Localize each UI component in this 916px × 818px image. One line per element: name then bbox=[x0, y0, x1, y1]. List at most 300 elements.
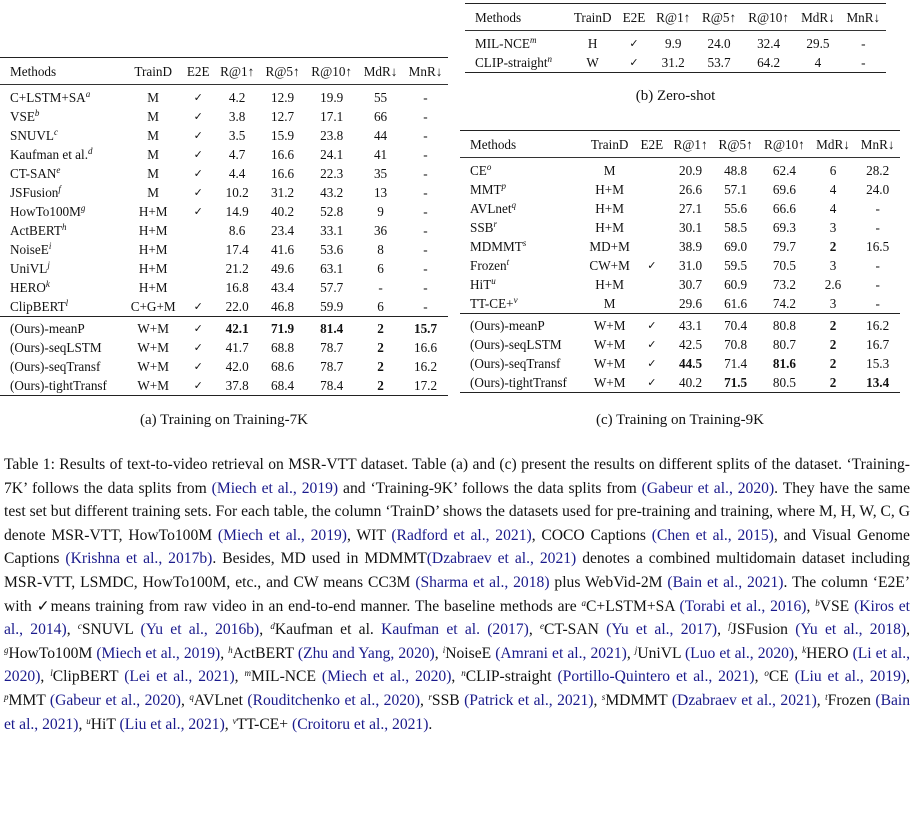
caption-text: Table 1: Results of text-to-video retrieval on MSR-VTT dataset. Table (a) and (c) present the results on different splits of the dataset. ‘Training-7K’ follows the data splits from bbox=[4, 456, 910, 497]
column-header: TrainD bbox=[584, 131, 636, 158]
caption-text: , bbox=[593, 691, 602, 709]
citation-link[interactable]: (Gabeur et al., 2020) bbox=[641, 479, 775, 497]
footnote-marker: d bbox=[88, 146, 93, 156]
r1-cell: 42.0 bbox=[225, 359, 249, 374]
mnr-cell: - bbox=[423, 299, 428, 314]
mnr-cell: - bbox=[875, 258, 880, 273]
mdr-cell: 3 bbox=[829, 296, 837, 311]
table-c-training-9k bbox=[460, 130, 900, 393]
e2e-check-cell: ✓ bbox=[629, 37, 639, 50]
r1-cell: 43.1 bbox=[668, 314, 713, 336]
table-a-training-7k bbox=[0, 57, 448, 396]
method-name: (Ours)-meanP bbox=[470, 318, 545, 333]
table-row bbox=[460, 354, 900, 373]
table-a-header-row bbox=[0, 58, 448, 85]
r1-cell: 9.9 bbox=[664, 36, 682, 51]
citation-link[interactable]: (Luo et al., 2020) bbox=[684, 644, 795, 662]
table-row bbox=[0, 338, 448, 357]
method-name: VSE bbox=[10, 109, 35, 124]
e2e-check-cell bbox=[636, 158, 668, 181]
method-cell bbox=[0, 202, 124, 221]
table-row bbox=[0, 240, 448, 259]
r10-cell: 78.4 bbox=[320, 378, 344, 393]
footnote-marker: n bbox=[547, 54, 553, 64]
mnr-cell: - bbox=[423, 90, 428, 105]
e2e-check-cell: ✓ bbox=[193, 360, 203, 373]
method-cell bbox=[0, 338, 124, 357]
footnote-marker: s bbox=[522, 238, 527, 248]
method-name: (Ours)-seqLSTM bbox=[470, 337, 562, 352]
traind-cell: W+M bbox=[593, 356, 626, 371]
mdr-cell: 41 bbox=[373, 147, 388, 162]
r5-cell: 68.8 bbox=[271, 340, 295, 355]
mnr-cell: - bbox=[875, 296, 880, 311]
mdr-cell: 2 bbox=[811, 314, 856, 336]
footnote-marker: n bbox=[461, 668, 466, 679]
footnote-marker: o bbox=[764, 668, 769, 679]
e2e-check-cell bbox=[182, 278, 214, 297]
e2e-check-cell: ✓ bbox=[636, 314, 668, 336]
r5-cell: 61.6 bbox=[724, 296, 748, 311]
citation-link[interactable]: (Sharma et al., 2018) bbox=[415, 573, 550, 591]
caption-text: Frozen bbox=[827, 691, 876, 709]
method-cell bbox=[460, 199, 584, 218]
citation-link[interactable]: (Dzabraev et al., 2021) bbox=[671, 691, 817, 709]
column-header: R@1↑ bbox=[214, 58, 259, 85]
column-header: MdR↓ bbox=[795, 4, 840, 31]
r10-cell: 63.1 bbox=[320, 261, 344, 276]
citation-link[interactable]: (Torabi et al., 2016) bbox=[679, 597, 807, 615]
mnr-cell: 13.4 bbox=[866, 375, 890, 390]
mdr-cell: 2 bbox=[829, 337, 837, 352]
method-cell bbox=[0, 376, 124, 396]
r10-cell: 22.3 bbox=[320, 166, 344, 181]
r5-cell: 12.7 bbox=[271, 109, 295, 124]
r5-cell: 16.6 bbox=[271, 166, 295, 181]
method-cell bbox=[0, 278, 124, 297]
method-name: HowTo100M bbox=[10, 204, 81, 219]
e2e-check-cell: ✓ bbox=[193, 205, 203, 218]
footnote-marker: a bbox=[581, 597, 587, 608]
method-name: MDMMT bbox=[470, 239, 523, 254]
footnote-marker: o bbox=[486, 162, 492, 172]
caption-text: and ‘Training-9K’ follows the data splits from bbox=[338, 479, 642, 497]
table-row bbox=[460, 294, 900, 314]
citation-link[interactable]: (Chen et al., 2015) bbox=[651, 526, 774, 544]
caption-text: , bbox=[181, 691, 190, 709]
r1-cell: 14.9 bbox=[225, 204, 249, 219]
footnote-marker: b bbox=[34, 108, 40, 118]
citation-link[interactable]: (Rouditchenko et al., 2020) bbox=[247, 691, 421, 709]
caption-text: CLIP-straight bbox=[465, 668, 558, 686]
mdr-cell: 36 bbox=[373, 223, 388, 238]
caption-text: , bbox=[451, 668, 462, 686]
mdr-cell: 4 bbox=[829, 182, 837, 197]
citation-link[interactable]: (Miech et al., 2020) bbox=[321, 668, 452, 686]
traind-cell: H+M bbox=[595, 277, 624, 292]
mnr-cell: - bbox=[423, 185, 428, 200]
footnote-marker: q bbox=[189, 691, 194, 702]
r10-cell: 78.7 bbox=[320, 340, 344, 355]
citation-link[interactable]: Kaufman et al. (2017) bbox=[381, 621, 529, 639]
e2e-check-cell: ✓ bbox=[193, 186, 203, 199]
r10-cell: 43.2 bbox=[320, 185, 344, 200]
r1-cell: 31.0 bbox=[678, 258, 703, 273]
caption-text: , bbox=[434, 644, 443, 662]
traind-cell: W+M bbox=[137, 359, 169, 374]
citation-link[interactable]: (Radford et al., 2021) bbox=[391, 526, 532, 544]
method-cell bbox=[0, 221, 124, 240]
mnr-cell: - bbox=[875, 220, 880, 235]
e2e-check-cell: ✓ bbox=[182, 317, 214, 339]
method-cell bbox=[0, 145, 124, 164]
traind-cell: W+M bbox=[124, 317, 182, 339]
footnote-marker: h bbox=[61, 222, 67, 232]
footnote-marker: k bbox=[45, 279, 50, 289]
footnote-marker: a bbox=[85, 89, 91, 99]
e2e-check-cell: ✓ bbox=[193, 300, 203, 313]
r5-cell: 49.6 bbox=[271, 261, 295, 276]
r10-cell: 17.1 bbox=[320, 109, 344, 124]
citation-link[interactable]: (Bain et al., 2021) bbox=[4, 691, 911, 733]
method-cell bbox=[460, 335, 584, 354]
citation-link[interactable]: (Dzabraev et al., 2021) bbox=[426, 550, 577, 568]
column-header: R@5↑ bbox=[713, 131, 758, 158]
column-header: R@1↑ bbox=[668, 131, 713, 158]
table-row bbox=[0, 259, 448, 278]
table-b-zero-shot bbox=[465, 3, 886, 73]
mnr-cell: 24.0 bbox=[866, 182, 890, 197]
method-name: (Ours)-seqLSTM bbox=[10, 340, 102, 355]
method-name: HERO bbox=[10, 280, 46, 295]
r5-cell: 53.7 bbox=[707, 55, 731, 70]
r10-cell: 64.2 bbox=[757, 55, 781, 70]
caption-text: UniVL bbox=[637, 644, 685, 662]
caption-text: . Besides, MD used in MDMMT bbox=[212, 550, 427, 568]
r5-cell: 12.9 bbox=[271, 90, 295, 105]
mdr-cell: 2 bbox=[829, 239, 837, 254]
table-b-baselines bbox=[465, 31, 886, 73]
r1-cell: 8.6 bbox=[228, 223, 246, 238]
method-cell bbox=[0, 85, 124, 108]
table-row bbox=[0, 357, 448, 376]
footnote-marker: b bbox=[815, 597, 820, 608]
table-row bbox=[0, 278, 448, 297]
r1-cell: 20.9 bbox=[678, 163, 703, 178]
mdr-cell: 55 bbox=[373, 90, 388, 105]
caption-text: , bbox=[906, 621, 911, 639]
caption-text: HowTo100M bbox=[8, 644, 97, 662]
r10-cell: 32.4 bbox=[757, 36, 781, 51]
r10-cell: 69.6 bbox=[772, 182, 796, 197]
mdr-cell: 35 bbox=[373, 166, 388, 181]
footnote-marker: g bbox=[80, 203, 86, 213]
method-name: MIL-NCE bbox=[475, 36, 530, 51]
table-row bbox=[465, 53, 886, 73]
citation-link[interactable]: (Li et al., 2020) bbox=[4, 644, 911, 686]
method-name: MMT bbox=[470, 182, 502, 197]
caption-text: ActBERT bbox=[232, 644, 298, 662]
r1-cell: 38.9 bbox=[678, 239, 703, 254]
caption-text: , bbox=[259, 621, 271, 639]
mdr-cell: 6 bbox=[377, 261, 384, 276]
mdr-cell: 3 bbox=[829, 220, 837, 235]
r1-cell: 4.7 bbox=[228, 147, 246, 162]
e2e-check-cell bbox=[636, 275, 668, 294]
method-cell bbox=[0, 183, 124, 202]
traind-cell: M bbox=[147, 147, 160, 162]
caption-text: CT-SAN bbox=[543, 621, 607, 639]
method-name: (Ours)-tightTransf bbox=[10, 378, 107, 393]
traind-cell: H bbox=[587, 36, 598, 51]
table-row bbox=[0, 126, 448, 145]
traind-cell: W+M bbox=[593, 337, 626, 352]
mdr-cell: 2 bbox=[829, 356, 837, 371]
method-name: ActBERT bbox=[10, 223, 62, 238]
mdr-cell: 9 bbox=[377, 204, 384, 219]
table-b-caption: (b) Zero-shot bbox=[635, 88, 716, 104]
method-name: CT-SAN bbox=[10, 166, 57, 181]
e2e-check-cell bbox=[636, 294, 668, 314]
traind-cell: W+M bbox=[593, 375, 626, 390]
caption-text: MMT bbox=[8, 691, 50, 709]
r10-cell: 52.8 bbox=[320, 204, 344, 219]
r10-cell: 24.1 bbox=[320, 147, 344, 162]
citation-link[interactable]: (Gabeur et al., 2020) bbox=[49, 691, 181, 709]
table-row bbox=[460, 158, 900, 181]
traind-cell: CW+M bbox=[589, 258, 630, 273]
r10-cell: 79.7 bbox=[772, 239, 796, 254]
footnote-marker: g bbox=[4, 644, 9, 655]
table-row bbox=[460, 256, 900, 275]
citation-link[interactable]: (Yu et al., 2016b) bbox=[140, 621, 260, 639]
e2e-check-cell: ✓ bbox=[193, 110, 203, 123]
method-cell bbox=[460, 294, 584, 314]
traind-cell: W+M bbox=[137, 378, 169, 393]
e2e-check-cell bbox=[636, 218, 668, 237]
traind-cell: M bbox=[147, 90, 160, 105]
footnote-marker: c bbox=[77, 621, 82, 632]
column-header: Methods bbox=[465, 4, 568, 31]
caption-text: HERO bbox=[806, 644, 853, 662]
method-cell bbox=[465, 53, 568, 73]
method-cell bbox=[460, 314, 584, 336]
mdr-cell: 2 bbox=[377, 378, 384, 393]
traind-cell: H+M bbox=[595, 220, 624, 235]
r1-cell: 42.5 bbox=[678, 337, 703, 352]
r10-cell: 70.5 bbox=[772, 258, 796, 273]
caption-text: . The column ‘E2E’ with ✓means training from raw video in an end-to-end manner. The baseline methods are bbox=[4, 573, 911, 615]
footnote-marker: e bbox=[56, 165, 61, 175]
mdr-cell: 6 bbox=[829, 163, 837, 178]
table-row bbox=[0, 107, 448, 126]
e2e-check-cell: ✓ bbox=[193, 379, 203, 392]
column-header: MnR↓ bbox=[403, 58, 448, 85]
e2e-check-cell bbox=[182, 221, 214, 240]
caption-text: , bbox=[78, 715, 87, 733]
r10-cell: 69.3 bbox=[772, 220, 796, 235]
citation-link[interactable]: (Miech et al., 2019) bbox=[217, 526, 347, 544]
column-header: R@5↑ bbox=[260, 58, 305, 85]
traind-cell: W bbox=[586, 55, 599, 70]
mnr-cell: 16.2 bbox=[855, 314, 900, 336]
r10-cell: 62.4 bbox=[772, 163, 796, 178]
caption-text: , bbox=[40, 668, 51, 686]
method-name: (Ours)-seqTransf bbox=[10, 359, 101, 374]
footnote-marker: c bbox=[53, 127, 58, 137]
citation-link[interactable]: (Portillo-Quintero et al., 2021) bbox=[557, 668, 755, 686]
footnote-marker: u bbox=[86, 715, 91, 726]
r5-cell: 68.6 bbox=[271, 359, 295, 374]
mnr-cell: 16.5 bbox=[866, 239, 890, 254]
caption-text: , WIT bbox=[347, 526, 392, 544]
method-cell bbox=[0, 317, 124, 339]
caption-text: C+LSTM+SA bbox=[586, 597, 680, 615]
caption-text: , bbox=[906, 668, 911, 686]
citation-link[interactable]: (Liu et al., 2021) bbox=[119, 715, 225, 733]
column-header: MdR↓ bbox=[811, 131, 856, 158]
e2e-check-cell: ✓ bbox=[193, 167, 203, 180]
footnote-marker: f bbox=[728, 621, 731, 632]
citation-link[interactable]: (Yu et al., 2017) bbox=[606, 621, 718, 639]
caption-text: denotes a combined multidomain dataset including MSR-VTT, LSMDC, HowTo100M, etc., and CW means CC3M bbox=[4, 550, 910, 591]
traind-cell: H+M bbox=[595, 182, 624, 197]
table-row bbox=[0, 145, 448, 164]
r1-cell: 26.6 bbox=[678, 182, 703, 197]
method-cell bbox=[465, 31, 568, 54]
method-name: ClipBERT bbox=[10, 299, 66, 314]
table-row bbox=[0, 202, 448, 221]
caption-text: , bbox=[220, 644, 229, 662]
table-caption bbox=[4, 453, 910, 736]
mnr-cell: - bbox=[423, 166, 428, 181]
footnote-marker: v bbox=[513, 295, 518, 305]
table-row bbox=[460, 373, 900, 393]
r1-cell: 40.2 bbox=[678, 375, 703, 390]
citation-link[interactable]: (Croitoru et al., 2021) bbox=[292, 715, 429, 733]
e2e-check-cell: ✓ bbox=[647, 357, 657, 370]
method-name: UniVL bbox=[10, 261, 48, 276]
traind-cell: H+M bbox=[138, 204, 168, 219]
caption-text: , bbox=[66, 621, 78, 639]
citation-link[interactable]: (Lei et al., 2021) bbox=[124, 668, 235, 686]
mnr-cell: - bbox=[423, 128, 428, 143]
column-header: E2E bbox=[618, 4, 651, 31]
traind-cell: H+M bbox=[138, 223, 168, 238]
caption-text: TT-CE+ bbox=[236, 715, 292, 733]
caption-text: SSB bbox=[431, 691, 465, 709]
r10-cell: 80.5 bbox=[772, 375, 796, 390]
caption-text: AVLnet bbox=[193, 691, 248, 709]
footnote-marker: t bbox=[506, 257, 510, 267]
traind-cell: M bbox=[147, 109, 160, 124]
method-name: C+LSTM+SA bbox=[10, 90, 86, 105]
r10-cell: 81.4 bbox=[305, 317, 358, 339]
citation-link[interactable]: (Yu et al., 2018) bbox=[795, 621, 907, 639]
e2e-check-cell bbox=[182, 240, 214, 259]
mnr-cell: - bbox=[875, 277, 880, 292]
footnote-marker: m bbox=[244, 668, 251, 679]
column-header: R@1↑ bbox=[650, 4, 696, 31]
e2e-check-cell bbox=[636, 199, 668, 218]
r1-cell: 17.4 bbox=[225, 242, 249, 257]
table-row bbox=[460, 275, 900, 294]
footnote-marker: p bbox=[501, 181, 507, 191]
r5-cell: 58.5 bbox=[724, 220, 748, 235]
method-cell bbox=[460, 218, 584, 237]
r5-cell: 60.9 bbox=[724, 277, 748, 292]
e2e-check-cell bbox=[182, 259, 214, 278]
e2e-check-cell bbox=[636, 237, 668, 256]
r5-cell: 68.4 bbox=[271, 378, 295, 393]
mnr-cell: - bbox=[423, 261, 428, 276]
traind-cell: M bbox=[147, 128, 160, 143]
citation-link[interactable]: (Miech et al., 2019) bbox=[211, 479, 339, 497]
r10-cell: 59.9 bbox=[320, 299, 344, 314]
method-cell bbox=[0, 297, 124, 317]
r5-cell: 71.9 bbox=[260, 317, 305, 339]
citation-link[interactable]: (Liu et al., 2019) bbox=[794, 668, 907, 686]
method-cell bbox=[460, 373, 584, 393]
citation-link[interactable]: (Zhu and Yang, 2020) bbox=[297, 644, 435, 662]
mdr-cell: 4 bbox=[829, 201, 837, 216]
caption-text: JSFusion bbox=[730, 621, 796, 639]
r5-cell: 23.4 bbox=[271, 223, 295, 238]
e2e-check-cell bbox=[636, 180, 668, 199]
method-name: Kaufman et al. bbox=[10, 147, 88, 162]
caption-text: MDMMT bbox=[605, 691, 672, 709]
footnote-marker: m bbox=[529, 35, 537, 45]
method-name: (Ours)-seqTransf bbox=[470, 356, 561, 371]
traind-cell: M bbox=[603, 296, 616, 311]
mdr-cell: 2 bbox=[377, 359, 384, 374]
r5-cell: 46.8 bbox=[271, 299, 295, 314]
e2e-check-cell: ✓ bbox=[193, 129, 203, 142]
r10-cell: 33.1 bbox=[320, 223, 344, 238]
method-name: AVLnet bbox=[470, 201, 512, 216]
footnote-marker: j bbox=[47, 260, 50, 270]
r10-cell: 80.7 bbox=[772, 337, 796, 352]
mnr-cell: - bbox=[423, 147, 428, 162]
table-row bbox=[460, 237, 900, 256]
citation-link[interactable]: (Amrani et al., 2021) bbox=[495, 644, 627, 662]
citation-link[interactable]: (Bain et al., 2021) bbox=[667, 573, 784, 591]
citation-link[interactable]: (Miech et al., 2019) bbox=[96, 644, 221, 662]
r5-cell: 41.6 bbox=[271, 242, 295, 257]
footnote-marker: p bbox=[4, 691, 9, 702]
column-header: MdR↓ bbox=[358, 58, 403, 85]
r5-cell: 48.8 bbox=[724, 163, 748, 178]
traind-cell: H+M bbox=[595, 201, 624, 216]
traind-cell: H+M bbox=[138, 242, 168, 257]
mnr-cell: 16.7 bbox=[866, 337, 890, 352]
footnote-marker: t bbox=[825, 691, 828, 702]
citation-link[interactable]: (Kiros et al., 2014) bbox=[4, 597, 911, 639]
caption-text: , bbox=[626, 644, 635, 662]
mdr-cell: 3 bbox=[829, 258, 837, 273]
caption-text: CE bbox=[768, 668, 795, 686]
citation-link[interactable]: (Krishna et al., 2017b) bbox=[65, 550, 213, 568]
table-row bbox=[0, 297, 448, 317]
r10-cell: 81.6 bbox=[772, 356, 796, 371]
mnr-cell: - bbox=[861, 55, 866, 70]
citation-link[interactable]: (Patrick et al., 2021) bbox=[464, 691, 594, 709]
table-a-ours bbox=[0, 317, 448, 396]
method-cell bbox=[0, 357, 124, 376]
r1-cell: 4.2 bbox=[228, 90, 246, 105]
r1-cell: 30.7 bbox=[678, 277, 703, 292]
table-a-caption: (a) Training on Training-7K bbox=[140, 412, 308, 428]
